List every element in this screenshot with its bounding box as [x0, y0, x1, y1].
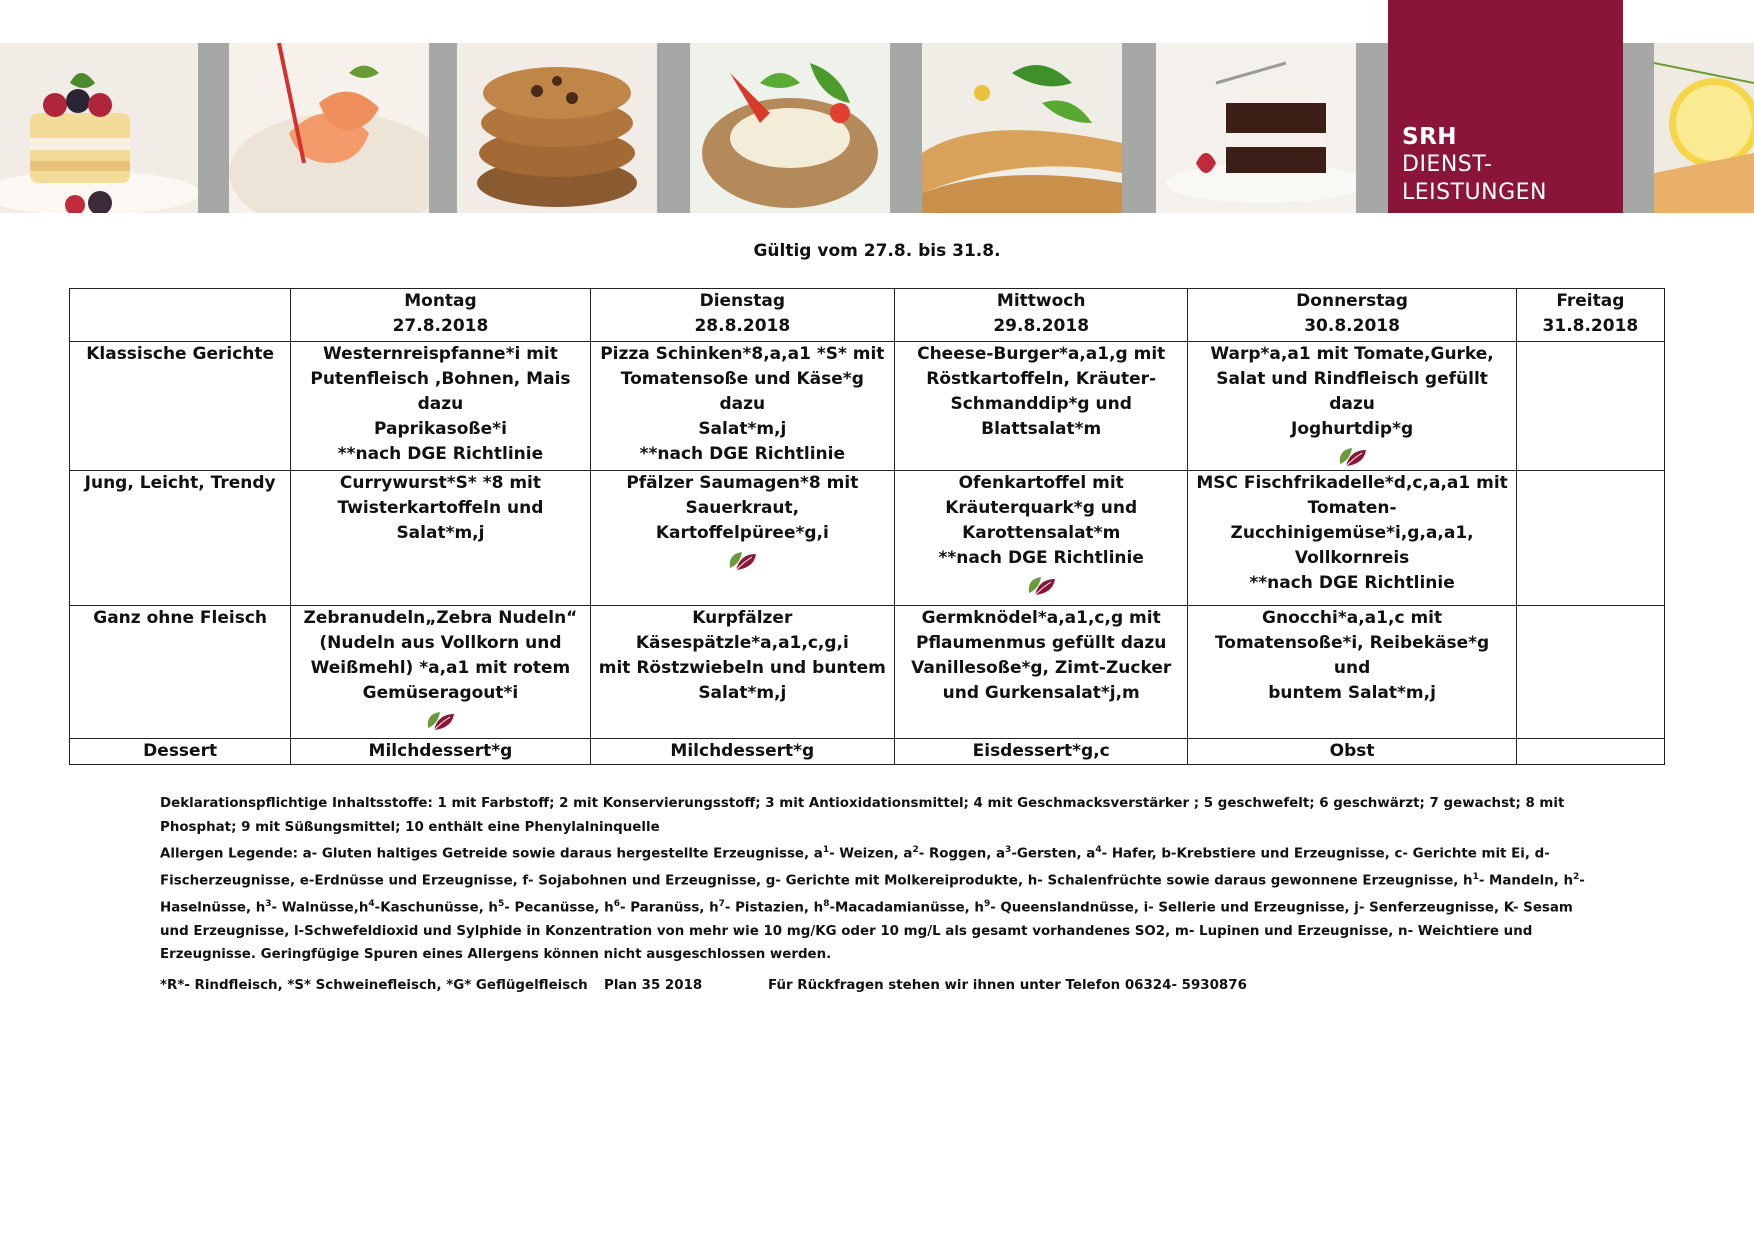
- dish-cell: [590, 471, 894, 606]
- day-name: Mittwoch: [996, 291, 1086, 311]
- header-row: [70, 289, 1665, 342]
- dish-text: Kurpfälzer Käsespätzle*a,a1,c,g,i mit Röstzwiebeln und buntem Salat*m,j: [598, 608, 886, 703]
- category-cell: Dessert: [70, 739, 291, 765]
- dish-cell: [1188, 606, 1516, 739]
- dish-text: Gnocchi*a,a1,c mit Tomatensoße*i, Reibekäse*g und buntem Salat*m,j: [1214, 608, 1490, 703]
- allergen-text: Allergen Legende: a- Gluten haltiges Getreide sowie daraus hergestellte Erzeugnisse, $a^1-$ Weizen, $a^2-$ Roggen, $a^3$-Gersten, $a^4-$ Hafer, b-Krebstiere und Erzeugnisse, c- Gerichte mit Ei, d- Fischerzeugnisse, e-Erdnüsse und Erzeugnisse, f- Sojabohnen und Erzeugnisse, g- Gerichte mit Molkereiprodukte, h- Schalenfrüchte sowie daraus gewonnene Erzeugnisse, $h^1-$ Mandeln, $h^2-$ Haselnüsse, $h^3-$ $Walnüsse,h^4$-Kaschunüsse, $h^5-$ Pecanüsse, $h^6-$ Paranüss, $h^7-$ Pistazien, $h^8$-Macadamianüsse, $h^9-$ Queenslandnüsse, i- Sellerie und Erzeugnisse, j- Senferzeugnisse, K- Sesam und Erzeugnisse, l-Schwefeldioxid und Sylphide in Konzentration von mehr wie 10 mg/KG oder 10 mg/L als gesamt vorhandenes SO2, m- Lupinen und Erzeugnisse, n- Weichtiere und Erzeugnisse. Geringfügige Spuren eines Allergens können nicht ausgeschlossen werden.: [160, 845, 1585, 963]
- dish-cell: [590, 606, 894, 739]
- dish-text: Westernreispfanne*i mit Putenfleisch ,Bohnen, Mais dazu Paprikasoße*i **nach DGE Richtlinie: [310, 344, 571, 464]
- validity-period: Gültig vom 27.8. bis 31.8.: [753, 241, 1001, 261]
- dish-cell: [1516, 606, 1664, 739]
- dish-cell: [895, 471, 1188, 606]
- day-date: 27.8.2018: [392, 316, 489, 336]
- dish-cell: [291, 471, 590, 606]
- declaration-text: Deklarationspflichtige Inhaltsstoffe: 1 mit Farbstoff; 2 mit Konservierungsstoff; 3 mit Antioxidationsmittel; 4 mit Geschmacksverstärker ; 5 geschwefelt; 6 geschwärzt; 7 gewachst; 8 mit Phosphat; 9 mit Süßungsmittel; 10 enthält eine Phenylalninquelle: [160, 796, 1565, 835]
- brand-line-2: DIENST-: [1402, 152, 1493, 177]
- dish-text: Warp*a,a1 mit Tomate,Gurke, Salat und Rindfleisch gefüllt dazu Joghurtdip*g: [1210, 344, 1494, 439]
- dish-text: Pfälzer Saumagen*8 mit Sauerkraut, Kartoffelpüree*g,i: [626, 473, 859, 543]
- day-name: Donnerstag: [1296, 291, 1408, 311]
- brand-line-3: LEISTUNGEN: [1402, 180, 1548, 205]
- category-cell: Jung, Leicht, Trendy: [70, 471, 291, 606]
- dish-text: Milchdessert*g: [670, 741, 815, 761]
- menu-table: [69, 288, 1665, 765]
- day-header-mittwoch: [895, 289, 1188, 342]
- dessert-tart-photo: [0, 43, 198, 213]
- day-date: 31.8.2018: [1542, 316, 1639, 336]
- fish-lemon-photo: [1654, 43, 1754, 213]
- day-name: Freitag: [1556, 291, 1625, 311]
- day-name: Montag: [404, 291, 477, 311]
- contact-phone: Für Rückfragen stehen wir ihnen unter Telefon 06324- 5930876: [768, 978, 1247, 993]
- dish-cell: [291, 606, 590, 739]
- leaf-icon: [1194, 444, 1509, 470]
- cookies-photo: [457, 43, 657, 213]
- dish-cell: [895, 739, 1188, 765]
- menu-row: [70, 739, 1665, 765]
- dish-text: Zebranudeln„Zebra Nudeln“ (Nudeln aus Vollkorn und Weißmehl) *a,a1 mit rotem Gemüseragout*i: [303, 608, 578, 703]
- menu-row: [70, 606, 1665, 739]
- dish-cell: [1188, 739, 1516, 765]
- dish-text: Obst: [1329, 741, 1375, 761]
- shrimp-rice-photo: [229, 43, 429, 213]
- brand-logo: [1388, 0, 1623, 213]
- baked-potato-photo: [690, 43, 890, 213]
- leaf-icon: [901, 573, 1181, 599]
- plan-number: Plan 35 2018: [604, 978, 703, 993]
- chocolate-cake-photo: [1156, 43, 1356, 213]
- leaf-icon: [597, 548, 888, 574]
- dish-text: Cheese-Burger*a,a1,g mit Röstkartoffeln, Kräuter- Schmanddip*g und Blattsalat*m: [917, 344, 1166, 439]
- day-header-donnerstag: [1188, 289, 1516, 342]
- day-date: 30.8.2018: [1304, 316, 1400, 336]
- dish-text: Germknödel*a,a1,c,g mit Pflaumenmus gefüllt dazu Vanillesoße*g, Zimt-Zucker und Gurkensalat*j,m: [911, 608, 1172, 703]
- category-cell: Ganz ohne Fleisch: [70, 606, 291, 739]
- chicken-salad-photo: [922, 43, 1122, 213]
- dish-cell: [291, 739, 590, 765]
- dish-cell: [590, 342, 894, 471]
- dish-text: Eisdessert*g,c: [972, 741, 1110, 761]
- day-date: 28.8.2018: [694, 316, 791, 336]
- dish-cell: [1188, 342, 1516, 471]
- leaf-icon: [297, 708, 583, 734]
- category-cell: Klassische Gerichte: [70, 342, 291, 471]
- menu-row: [70, 471, 1665, 606]
- dish-text: MSC Fischfrikadelle*d,c,a,a1 mit Tomaten-Zucchinigemüse*i,g,a,a1, Vollkornreis **nach DGE Richtlinie: [1196, 473, 1508, 593]
- menu-row: [70, 342, 1665, 471]
- dish-text: Pizza Schinken*8,a,a1 *S* mit Tomatensoße und Käse*g dazu Salat*m,j **nach DGE Richtlinie: [600, 344, 885, 464]
- dish-cell: [1516, 739, 1664, 765]
- dish-cell: [895, 342, 1188, 471]
- allergen-legend: [160, 792, 1590, 967]
- dish-cell: [590, 739, 894, 765]
- day-header-dienstag: [590, 289, 894, 342]
- day-header-freitag: [1516, 289, 1664, 342]
- dish-text: Milchdessert*g: [368, 741, 513, 761]
- dish-cell: [1516, 342, 1664, 471]
- dish-text: Currywurst*S* *8 mit Twisterkartoffeln und Salat*m,j: [337, 473, 544, 543]
- day-header-montag: [291, 289, 590, 342]
- dish-cell: [1188, 471, 1516, 606]
- day-name: Dienstag: [699, 291, 786, 311]
- dish-cell: [1516, 471, 1664, 606]
- dish-cell: [291, 342, 590, 471]
- brand-line-1: SRH: [1402, 124, 1458, 150]
- dish-text: Ofenkartoffel mit Kräuterquark*g und Karottensalat*m **nach DGE Richtlinie: [938, 473, 1144, 568]
- meat-key: *R*- Rindfleisch, *S* Schweinefleisch, *G* Geflügelfleisch: [160, 978, 588, 993]
- corner-cell: [70, 289, 291, 342]
- dish-cell: [895, 606, 1188, 739]
- day-date: 29.8.2018: [993, 316, 1090, 336]
